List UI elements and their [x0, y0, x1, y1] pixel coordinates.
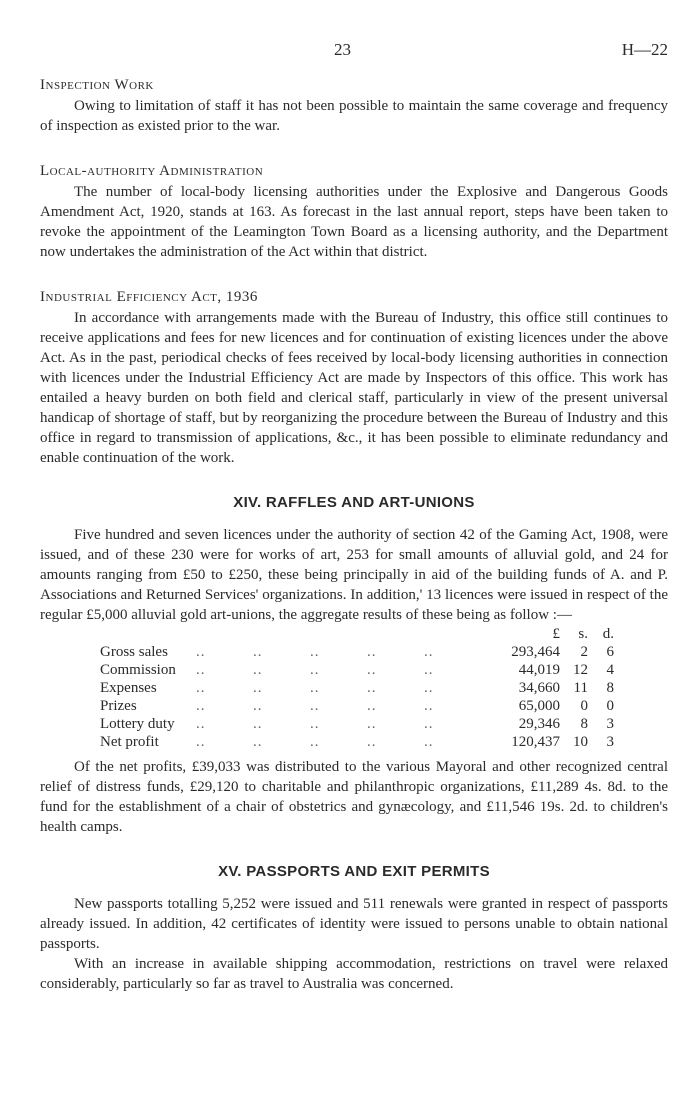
currency-header-row — [100, 625, 614, 643]
pence-value: 3 — [606, 734, 614, 750]
shillings-value: 0 — [580, 698, 588, 714]
row-label: Expenses — [100, 680, 157, 696]
shillings-header: s. — [578, 626, 588, 642]
shillings-value: 2 — [580, 644, 588, 660]
shillings-value: 11 — [573, 680, 588, 696]
pence-value: 0 — [606, 698, 614, 714]
page-header — [40, 40, 668, 68]
pence-value: 3 — [606, 716, 614, 732]
row-label: Gross sales — [100, 644, 168, 660]
table-row: Prizes .. .. .. .. .. 65,000 0 0 — [100, 698, 614, 714]
art-union-results-table — [100, 625, 614, 751]
row-label: Commission — [100, 662, 176, 678]
section-paragraph: Owing to limitation of staff it has not been possible to maintain the same coverage and frequency of inspection as existed prior to the war. — [40, 98, 668, 134]
pounds-value: 293,464 — [511, 644, 560, 660]
row-label: Lottery duty — [100, 716, 175, 732]
table-row: Gross sales .. .. .. .. .. 293,464 2 6 — [100, 644, 614, 660]
pounds-value: 120,437 — [511, 734, 560, 750]
pence-value: 8 — [606, 680, 614, 696]
raffles-intro: Five hundred and seven licences under the authority of section 42 of the Gaming Act, 1908, were issued, and of these 230 were for works of art, 253 for small amounts of alluvial gold, and 24 for amounts ranging from £50 to £250, these being principally in aid of the building funds of A. and P. Associations and Returned Services' organizations. In addition,' 13 licences were issued in respect of the regular £5,000 alluvial gold art-unions, the aggregate results of these being as follow :— — [40, 527, 668, 623]
shillings-value: 8 — [580, 716, 588, 732]
row-label: Prizes — [100, 698, 137, 714]
table-row: Lottery duty .. .. .. .. .. 29,346 8 3 — [100, 716, 614, 732]
row-label: Net profit — [100, 734, 159, 750]
section-paragraph: In accordance with arrangements made with the Bureau of Industry, this office still continues to receive applications and fees for new licences and for continuation of existing licences under the above Act. As in the past, periodical checks of fees received by local-body licensing authorities in connection with licences under the Industrial Efficiency Act are made by Inspectors of this office. This work has entailed a heavy burden on both field and clerical staff, particularly in view of the present universal handicap of shortage of staff, but by reorganizing the procedure between the Bureau of Industry and this office in regard to transmission of applications, &c., it has been possible to eliminate redundancy and enable continuation of the work. — [40, 310, 668, 466]
pence-value: 6 — [606, 644, 614, 660]
table-row: Commission .. .. .. .. .. 44,019 12 4 — [100, 662, 614, 678]
document-page — [40, 40, 668, 994]
pence-header: d. — [602, 626, 614, 642]
shillings-value: 12 — [573, 662, 588, 678]
section-heading: Inspection Work — [40, 77, 154, 93]
shillings-value: 10 — [573, 734, 588, 750]
raffles-conclusion: Of the net profits, £39,033 was distributed to the various Mayoral and other recognized central relief of distress funds, £29,120 to charitable and philanthropic organizations, £11,289 4s. 8d. to the fund for the establishment of a chair of obstetrics and gynæcology, and £11,546 19s. 2d. to children's health camps. — [40, 759, 668, 835]
pounds-value: 29,346 — [518, 716, 560, 732]
pounds-value: 44,019 — [518, 662, 560, 678]
pounds-header: £ — [552, 626, 560, 642]
section-paragraph: The number of local-body licensing authorities under the Explosive and Dangerous Goods Amendment Act, 1920, stands at 163. As forecast in the last annual report, steps have been taken to revoke the appointment of the Leamington Town Board as a licensing authority, and the Department now undertakes the administration of the Act within that district. — [40, 184, 668, 260]
pounds-value: 34,660 — [518, 680, 560, 696]
document-reference: H—22 — [621, 40, 668, 59]
pounds-value: 65,000 — [518, 698, 560, 714]
section-heading: Industrial Efficiency Act, 1936 — [40, 289, 258, 305]
pence-value: 4 — [606, 662, 614, 678]
passports-paragraph: With an increase in available shipping accommodation, restrictions on travel were relaxed considerably, particularly so far as travel to Australia was concerned. — [40, 956, 668, 992]
passports-paragraph: New passports totalling 5,252 were issued and 511 renewals were granted in respect of passports already issued. In addition, 42 certificates of identity were issued to persons unable to obtain national passports. — [40, 896, 668, 952]
page-number: 23 — [334, 40, 351, 59]
table-row: Expenses .. .. .. .. .. 34,660 11 8 — [100, 680, 614, 696]
table-row: Net profit .. .. .. .. .. 120,437 10 3 — [100, 734, 614, 750]
raffles-title: XIV. RAFFLES AND ART-UNIONS — [233, 494, 475, 511]
passports-title: XV. PASSPORTS AND EXIT PERMITS — [218, 863, 490, 880]
section-heading: Local-authority Administration — [40, 163, 264, 179]
